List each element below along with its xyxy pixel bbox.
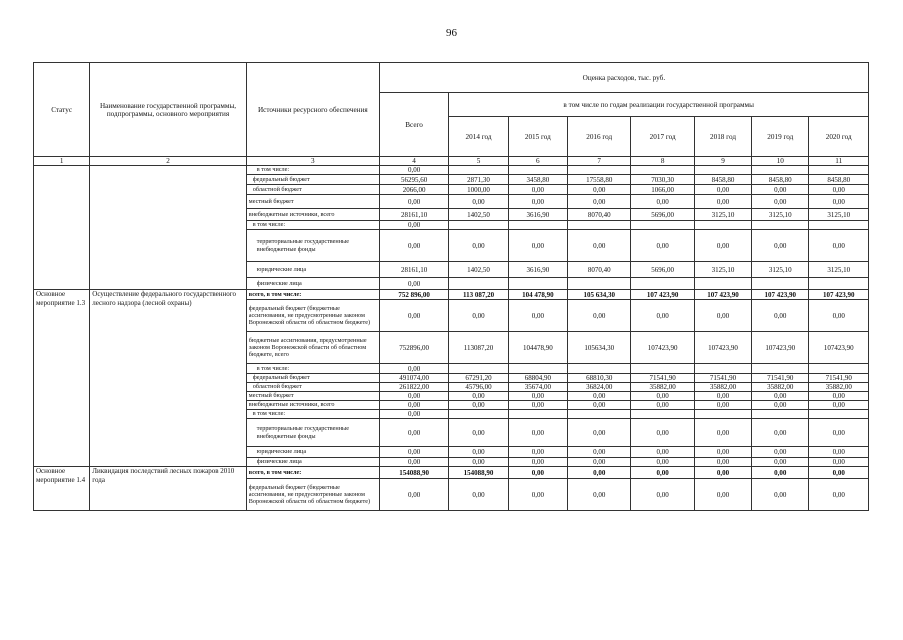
header-year: 2018 год xyxy=(694,117,751,157)
year-value-cell: 1402,50 xyxy=(449,262,508,278)
year-value-cell: 107423,90 xyxy=(752,332,809,364)
year-value-cell xyxy=(752,221,809,230)
source-cell: местный бюджет xyxy=(246,392,379,401)
total-cell: 56295,60 xyxy=(379,175,449,185)
year-value-cell xyxy=(752,278,809,290)
year-value-cell: 1000,00 xyxy=(449,185,508,195)
year-value-cell: 71541,90 xyxy=(752,374,809,383)
source-cell: физические лица xyxy=(246,458,379,467)
year-value-cell: 45796,00 xyxy=(449,383,508,392)
year-value-cell: 0,00 xyxy=(449,195,508,209)
year-value-cell xyxy=(449,278,508,290)
source-cell: физические лица xyxy=(246,278,379,290)
year-value-cell: 0,00 xyxy=(568,401,631,410)
year-value-cell: 35882,00 xyxy=(809,383,869,392)
table-header xyxy=(34,63,869,166)
source-cell: федеральный бюджет xyxy=(246,175,379,185)
source-cell: в том числе: xyxy=(246,364,379,374)
header-year: 2016 год xyxy=(568,117,631,157)
year-value-cell: 0,00 xyxy=(631,401,694,410)
year-value-cell: 5696,00 xyxy=(631,209,694,221)
year-value-cell: 0,00 xyxy=(809,401,869,410)
year-value-cell: 0,00 xyxy=(631,467,694,479)
year-value-cell: 0,00 xyxy=(631,479,694,511)
year-value-cell xyxy=(752,364,809,374)
year-value-cell: 0,00 xyxy=(508,467,567,479)
year-value-cell: 3125,10 xyxy=(694,209,751,221)
header-year: 2017 год xyxy=(631,117,694,157)
year-value-cell: 0,00 xyxy=(508,300,567,332)
table-row xyxy=(34,166,869,175)
header-total: Всего xyxy=(379,93,449,157)
source-cell: федеральный бюджет xyxy=(246,374,379,383)
source-cell: всего, в том числе: xyxy=(246,290,379,300)
year-value-cell: 0,00 xyxy=(631,195,694,209)
year-value-cell xyxy=(694,364,751,374)
year-value-cell: 0,00 xyxy=(809,479,869,511)
source-cell: областной бюджет xyxy=(246,383,379,392)
year-value-cell: 107423,90 xyxy=(694,332,751,364)
total-cell: 491074,00 xyxy=(379,374,449,383)
header-estimate: Оценка расходов, тыс. руб. xyxy=(379,63,868,93)
year-value-cell: 8458,80 xyxy=(809,175,869,185)
year-value-cell: 0,00 xyxy=(508,447,567,458)
year-value-cell: 0,00 xyxy=(631,419,694,447)
year-value-cell: 8070,40 xyxy=(568,209,631,221)
year-value-cell xyxy=(508,221,567,230)
year-value-cell: 0,00 xyxy=(809,447,869,458)
year-value-cell: 0,00 xyxy=(568,230,631,262)
year-value-cell: 107423,90 xyxy=(809,332,869,364)
year-value-cell: 0,00 xyxy=(631,447,694,458)
year-value-cell: 3125,10 xyxy=(809,209,869,221)
column-number: 7 xyxy=(568,157,631,166)
total-cell: 0,00 xyxy=(379,364,449,374)
total-cell: 28161,10 xyxy=(379,262,449,278)
year-value-cell xyxy=(631,410,694,419)
year-value-cell xyxy=(809,221,869,230)
resource-table xyxy=(33,62,869,511)
year-value-cell: 0,00 xyxy=(752,230,809,262)
year-value-cell: 1402,50 xyxy=(449,209,508,221)
source-cell: внебюджетные источники, всего xyxy=(246,209,379,221)
header-year: 2014 год xyxy=(449,117,508,157)
year-value-cell xyxy=(508,166,567,175)
total-cell: 0,00 xyxy=(379,419,449,447)
year-value-cell: 7030,30 xyxy=(631,175,694,185)
year-value-cell: 68810,30 xyxy=(568,374,631,383)
year-value-cell: 107 423,90 xyxy=(752,290,809,300)
year-value-cell xyxy=(694,221,751,230)
year-value-cell: 71541,90 xyxy=(631,374,694,383)
year-value-cell: 107 423,90 xyxy=(809,290,869,300)
column-number: 8 xyxy=(631,157,694,166)
source-cell: внебюджетные источники, всего xyxy=(246,401,379,410)
year-value-cell: 0,00 xyxy=(449,230,508,262)
total-cell: 0,00 xyxy=(379,221,449,230)
year-value-cell: 0,00 xyxy=(809,392,869,401)
source-cell: в том числе: xyxy=(246,166,379,175)
column-number: 10 xyxy=(752,157,809,166)
year-value-cell xyxy=(694,278,751,290)
year-value-cell xyxy=(809,364,869,374)
year-value-cell: 0,00 xyxy=(568,195,631,209)
column-number: 5 xyxy=(449,157,508,166)
total-cell: 0,00 xyxy=(379,278,449,290)
year-value-cell: 0,00 xyxy=(752,195,809,209)
year-value-cell: 105634,30 xyxy=(568,332,631,364)
source-cell: в том числе: xyxy=(246,221,379,230)
year-value-cell: 0,00 xyxy=(809,467,869,479)
year-value-cell: 3125,10 xyxy=(752,209,809,221)
year-value-cell: 107 423,90 xyxy=(694,290,751,300)
year-value-cell: 0,00 xyxy=(508,419,567,447)
source-cell: юридические лица xyxy=(246,447,379,458)
year-value-cell: 67291,20 xyxy=(449,374,508,383)
year-value-cell: 0,00 xyxy=(752,185,809,195)
header-year: 2020 год xyxy=(809,117,869,157)
status-cell: Основное мероприятие 1.3 xyxy=(34,290,90,467)
source-cell: федеральный бюджет (бюджетные ассигнования, не предусмотренные законом Воронежской области об областном бюджете) xyxy=(246,300,379,332)
total-cell: 0,00 xyxy=(379,447,449,458)
year-value-cell: 8070,40 xyxy=(568,262,631,278)
year-value-cell: 0,00 xyxy=(694,230,751,262)
source-cell: областной бюджет xyxy=(246,185,379,195)
source-cell: местный бюджет xyxy=(246,195,379,209)
year-value-cell: 0,00 xyxy=(449,401,508,410)
year-value-cell xyxy=(752,410,809,419)
year-value-cell: 0,00 xyxy=(752,479,809,511)
header-status: Статус xyxy=(34,63,90,157)
year-value-cell: 113 087,20 xyxy=(449,290,508,300)
year-value-cell: 0,00 xyxy=(449,458,508,467)
header-year: 2019 год xyxy=(752,117,809,157)
program-name-cell: Ликвидация последствий лесных пожаров 2010 года xyxy=(90,467,247,511)
year-value-cell: 0,00 xyxy=(508,195,567,209)
header-year: 2015 год xyxy=(508,117,567,157)
status-cell xyxy=(34,166,90,290)
year-value-cell xyxy=(631,278,694,290)
year-value-cell: 0,00 xyxy=(631,392,694,401)
year-value-cell: 107 423,90 xyxy=(631,290,694,300)
year-value-cell xyxy=(631,221,694,230)
year-value-cell: 3616,90 xyxy=(508,209,567,221)
year-value-cell: 0,00 xyxy=(694,401,751,410)
year-value-cell xyxy=(508,410,567,419)
column-number: 2 xyxy=(90,157,247,166)
total-cell: 0,00 xyxy=(379,392,449,401)
year-value-cell: 8458,80 xyxy=(694,175,751,185)
year-value-cell xyxy=(508,278,567,290)
year-value-cell: 0,00 xyxy=(809,458,869,467)
year-value-cell: 3125,10 xyxy=(809,262,869,278)
source-cell: юридические лица xyxy=(246,262,379,278)
year-value-cell xyxy=(449,166,508,175)
year-value-cell: 0,00 xyxy=(568,479,631,511)
year-value-cell: 0,00 xyxy=(752,458,809,467)
year-value-cell xyxy=(631,166,694,175)
year-value-cell: 0,00 xyxy=(568,185,631,195)
column-number: 4 xyxy=(379,157,449,166)
year-value-cell: 2871,30 xyxy=(449,175,508,185)
year-value-cell: 0,00 xyxy=(809,230,869,262)
page-number: 96 xyxy=(446,27,457,39)
year-value-cell xyxy=(631,364,694,374)
year-value-cell xyxy=(568,166,631,175)
total-cell: 0,00 xyxy=(379,458,449,467)
total-cell: 0,00 xyxy=(379,300,449,332)
year-value-cell: 0,00 xyxy=(694,185,751,195)
year-value-cell xyxy=(809,166,869,175)
year-value-cell: 0,00 xyxy=(449,419,508,447)
year-value-cell: 17558,80 xyxy=(568,175,631,185)
year-value-cell: 0,00 xyxy=(809,419,869,447)
year-value-cell: 0,00 xyxy=(631,300,694,332)
year-value-cell: 0,00 xyxy=(449,447,508,458)
year-value-cell: 71541,90 xyxy=(809,374,869,383)
year-value-cell: 35882,00 xyxy=(631,383,694,392)
year-value-cell: 35674,00 xyxy=(508,383,567,392)
year-value-cell: 0,00 xyxy=(809,300,869,332)
year-value-cell xyxy=(568,278,631,290)
year-value-cell: 35882,00 xyxy=(752,383,809,392)
total-cell: 0,00 xyxy=(379,195,449,209)
total-cell: 752896,00 xyxy=(379,332,449,364)
year-value-cell: 105 634,30 xyxy=(568,290,631,300)
year-value-cell: 0,00 xyxy=(752,447,809,458)
column-number: 1 xyxy=(34,157,90,166)
total-cell: 154088,90 xyxy=(379,467,449,479)
source-cell: в том числе: xyxy=(246,410,379,419)
year-value-cell: 3125,10 xyxy=(694,262,751,278)
total-cell: 0,00 xyxy=(379,479,449,511)
year-value-cell: 0,00 xyxy=(752,401,809,410)
total-cell: 752 896,00 xyxy=(379,290,449,300)
year-value-cell: 0,00 xyxy=(508,401,567,410)
program-name-cell: Осуществление федерального государственного лесного надзора (лесной охраны) xyxy=(90,290,247,467)
year-value-cell: 36824,00 xyxy=(568,383,631,392)
year-value-cell xyxy=(809,278,869,290)
year-value-cell xyxy=(568,221,631,230)
year-value-cell: 0,00 xyxy=(508,458,567,467)
year-value-cell: 3616,90 xyxy=(508,262,567,278)
year-value-cell: 104 478,90 xyxy=(508,290,567,300)
status-cell: Основное мероприятие 1.4 xyxy=(34,467,90,511)
year-value-cell: 0,00 xyxy=(694,479,751,511)
source-cell: территориальные государственные внебюджетные фонды xyxy=(246,419,379,447)
year-value-cell xyxy=(752,166,809,175)
year-value-cell: 0,00 xyxy=(508,479,567,511)
program-name-cell xyxy=(90,166,247,290)
year-value-cell: 0,00 xyxy=(809,195,869,209)
year-value-cell: 0,00 xyxy=(631,230,694,262)
year-value-cell xyxy=(449,410,508,419)
year-value-cell xyxy=(508,364,567,374)
total-cell: 2066,00 xyxy=(379,185,449,195)
header-sources: Источники ресурсного обеспечения xyxy=(246,63,379,157)
year-value-cell: 0,00 xyxy=(809,185,869,195)
year-value-cell: 104478,90 xyxy=(508,332,567,364)
column-number-row xyxy=(34,157,869,166)
year-value-cell: 1066,00 xyxy=(631,185,694,195)
year-value-cell: 0,00 xyxy=(568,300,631,332)
year-value-cell xyxy=(809,410,869,419)
year-value-cell: 0,00 xyxy=(568,419,631,447)
year-value-cell: 0,00 xyxy=(631,458,694,467)
year-value-cell: 0,00 xyxy=(694,458,751,467)
year-value-cell xyxy=(449,364,508,374)
source-cell: всего, в том числе: xyxy=(246,467,379,479)
year-value-cell: 3125,10 xyxy=(752,262,809,278)
year-value-cell: 0,00 xyxy=(568,458,631,467)
year-value-cell: 71541,90 xyxy=(694,374,751,383)
year-value-cell: 0,00 xyxy=(508,185,567,195)
year-value-cell: 0,00 xyxy=(449,479,508,511)
source-cell: федеральный бюджет (бюджетные ассигнования, не предусмотренные законом Воронежской области об областном бюджете) xyxy=(246,479,379,511)
year-value-cell: 0,00 xyxy=(694,419,751,447)
total-cell: 28161,10 xyxy=(379,209,449,221)
column-number: 3 xyxy=(246,157,379,166)
year-value-cell xyxy=(694,166,751,175)
header-name: Наименование государственной программы, подпрограммы, основного мероприятия xyxy=(90,63,247,157)
total-cell: 261822,00 xyxy=(379,383,449,392)
source-cell: бюджетные ассигнования, предусмотренные законом Воронежской области об областном бюджете, всего xyxy=(246,332,379,364)
year-value-cell: 0,00 xyxy=(449,300,508,332)
column-number: 11 xyxy=(809,157,869,166)
year-value-cell: 0,00 xyxy=(694,447,751,458)
year-value-cell: 0,00 xyxy=(694,467,751,479)
year-value-cell: 68804,90 xyxy=(508,374,567,383)
table-row xyxy=(34,467,869,479)
column-number: 9 xyxy=(694,157,751,166)
year-value-cell: 0,00 xyxy=(752,467,809,479)
year-value-cell: 35882,00 xyxy=(694,383,751,392)
total-cell: 0,00 xyxy=(379,166,449,175)
year-value-cell: 154088,90 xyxy=(449,467,508,479)
year-value-cell: 107423,90 xyxy=(631,332,694,364)
header-by-years: в том числе по годам реализации государственной программы xyxy=(449,93,869,117)
year-value-cell: 0,00 xyxy=(508,230,567,262)
year-value-cell: 5696,00 xyxy=(631,262,694,278)
year-value-cell: 0,00 xyxy=(752,392,809,401)
year-value-cell: 0,00 xyxy=(694,195,751,209)
year-value-cell: 8458,80 xyxy=(752,175,809,185)
year-value-cell: 0,00 xyxy=(449,392,508,401)
year-value-cell xyxy=(568,364,631,374)
year-value-cell xyxy=(449,221,508,230)
table-row xyxy=(34,290,869,300)
year-value-cell: 0,00 xyxy=(568,392,631,401)
year-value-cell: 0,00 xyxy=(694,392,751,401)
year-value-cell: 0,00 xyxy=(568,467,631,479)
year-value-cell: 0,00 xyxy=(752,419,809,447)
table-body xyxy=(34,166,869,511)
source-cell: территориальные государственные внебюджетные фонды xyxy=(246,230,379,262)
year-value-cell: 0,00 xyxy=(694,300,751,332)
year-value-cell: 0,00 xyxy=(568,447,631,458)
total-cell: 0,00 xyxy=(379,230,449,262)
year-value-cell: 3458,80 xyxy=(508,175,567,185)
year-value-cell: 0,00 xyxy=(508,392,567,401)
total-cell: 0,00 xyxy=(379,401,449,410)
year-value-cell xyxy=(568,410,631,419)
column-number: 6 xyxy=(508,157,567,166)
total-cell: 0,00 xyxy=(379,410,449,419)
year-value-cell: 113087,20 xyxy=(449,332,508,364)
year-value-cell: 0,00 xyxy=(752,300,809,332)
year-value-cell xyxy=(694,410,751,419)
